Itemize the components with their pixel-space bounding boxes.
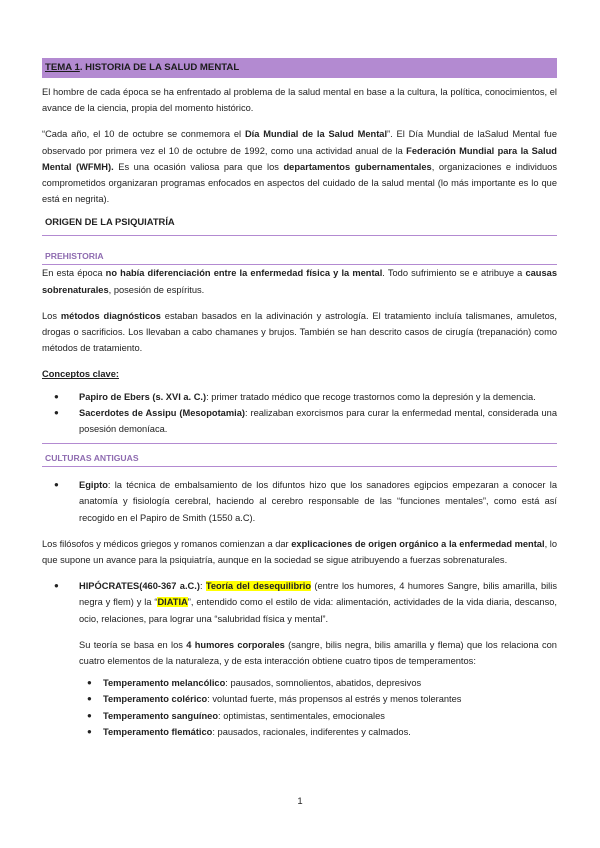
prehistoria-paragraph-1: En esta época no había diferenciación entre la enfermedad física y la mental. Todo sufrimiento se e atribuye a causas sobrenaturales, posesión de espíritus. <box>42 268 557 295</box>
list-item: ● Temperamento sanguíneo: optimistas, sentimentales, emocionales <box>42 708 557 724</box>
subheading-culturas-antiguas: CULTURAS ANTIGUAS <box>42 450 557 467</box>
temperamentos-list <box>42 675 557 740</box>
page-number: 1 <box>297 796 303 807</box>
list-item: ● Temperamento flemático: pausados, racionales, indiferentes y calmados. <box>42 724 557 740</box>
section-heading-origen: ORIGEN DE LA PSIQUIATRÍA <box>42 213 557 236</box>
list-item: ● Sacerdotes de Assipu (Mesopotamia): realizaban exorcismos para curar la enfermedad mental, considerada una posesión demoníaca. <box>42 405 557 437</box>
list-item: ● HIPÓCRATES(460-367 a.C.): Teoría del desequilibrio (entre los humores, 4 humores Sangre, bilis amarilla, bilis negra y flem) y la “DIATIA”, entendido como el estilo de vida: alimentación, actividades de la vida diaria, descanso, ocio, relaciones, para lograr una “salubridad física y mental”. <box>42 578 557 627</box>
conceptos-clave-label: Conceptos clave: <box>42 369 119 380</box>
document-page <box>42 58 557 740</box>
prehistoria-paragraph-2: Los métodos diagnósticos estaban basados en la adivinación y astrología. El tratamiento incluía talismanes, amuletos, drogas o sacrificios. Los llevaban a cabo chamanes y brujos. También se han descrito casos de cirugía (trepanación) como métodos de tratamiento. <box>42 310 557 354</box>
conceptos-list <box>42 389 557 438</box>
list-item: ● Temperamento melancólico: pausados, somnolientos, abatidos, depresivos <box>42 675 557 691</box>
list-item: ● Egipto: la técnica de embalsamiento de los difuntos hizo que los sanadores egipcios empezaran a conocer la anatomía y fisiología cerebral, haciendo al cerebro responsable de las “funciones mentales”, como está así recogido en el Papiro de Smith (1550 a.C). <box>42 477 557 526</box>
list-item: ● Temperamento colérico: voluntad fuerte, más propensos al estrés y menos tolerantes <box>42 691 557 707</box>
quote-paragraph: “Cada año, el 10 de octubre se conmemora el Día Mundial de la Salud Mental”. El Día Mundial de laSalud Mental fue observado por primera vez el 10 de octubre de 1992, como una actividad anual de la Federación Mundial para la Salud Mental (WFMH). Es una ocasión valiosa para que los departamentos gubernamentales, organizaciones e individuos comprometidos organizaran programas enfocados en aspectos del cuidado de la salud mental (lo más importante es lo que está en negrita). <box>42 129 558 205</box>
topic-number: TEMA 1 <box>45 62 80 73</box>
topic-title: . HISTORIA DE LA SALUD MENTAL <box>79 62 240 73</box>
topic-title-band <box>42 58 557 78</box>
intro-paragraph: El hombre de cada época se ha enfrentado al problema de la salud mental en base a la cultura, la política, conocimientos, el avance de la ciencia, propia del momento histórico. <box>42 87 557 114</box>
teoria-paragraph: Su teoría se basa en los 4 humores corporales (sangre, bilis negra, bilis amarilla y flema) que los relaciona con cuatro elementos de la naturaleza, y de esta interacción obtiene cuatro tipos de temperamentos: <box>79 639 557 667</box>
egipto-list <box>42 477 557 526</box>
hipocrates-list <box>42 578 557 627</box>
list-item: ● Papiro de Ebers (s. XVI a. C.): primer tratado médico que recoge trastornos como la depresión y la demencia. <box>42 389 557 405</box>
culturas-paragraph: Los filósofos y médicos griegos y romanos comienzan a dar explicaciones de origen orgánico a la enfermedad mental, lo que supone un avance para la psiquiatría, aunque en la sociedad se sigue atribuyendo a fuerzas sobrenaturales. <box>42 538 557 566</box>
subheading-prehistoria: PREHISTORIA <box>42 248 557 265</box>
